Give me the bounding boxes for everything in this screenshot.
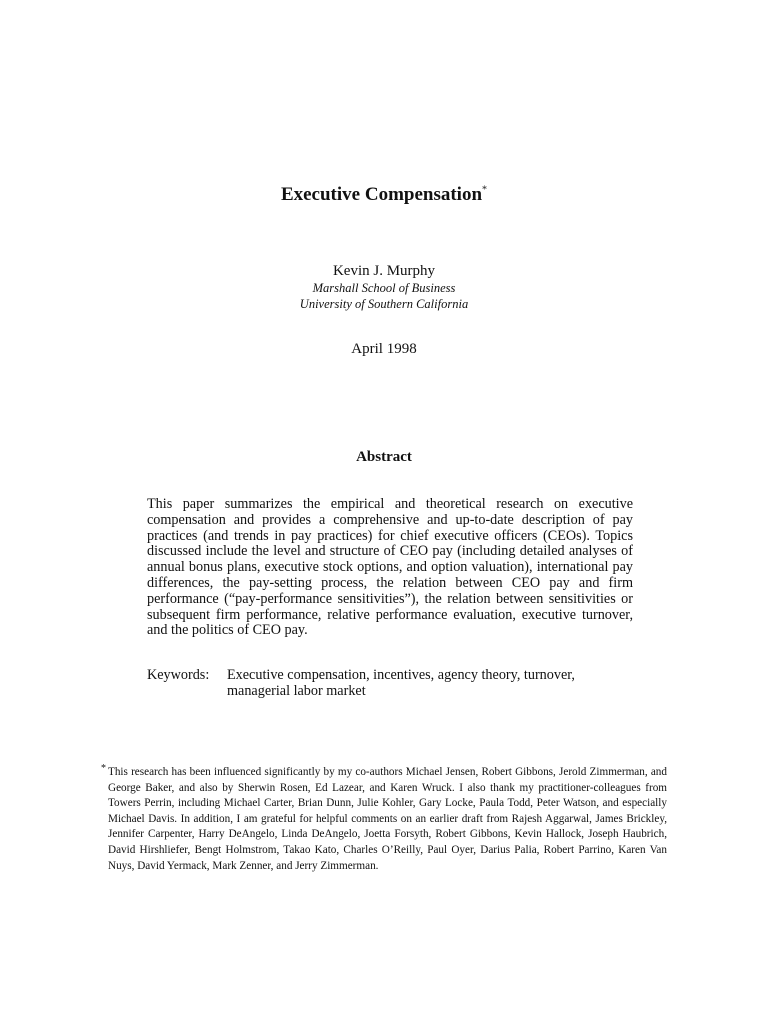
title-footnote-mark: * xyxy=(482,184,488,196)
author-affiliation-school: Marshall School of Business xyxy=(312,281,456,295)
paper-date: April 1998 xyxy=(351,341,417,357)
keywords-label: Keywords: xyxy=(147,667,210,683)
keywords-value: Executive compensation, incentives, agency theory, turnover, managerial labor market xyxy=(227,667,575,699)
author-affiliation-university: University of Southern California xyxy=(299,297,469,311)
paper-title xyxy=(0,184,768,206)
footnote xyxy=(101,765,667,874)
abstract-heading: Abstract xyxy=(356,449,412,465)
footnote-text: This research has been influenced significantly by my co-authors Michael Jensen, Robert Gibbons, Jerold Zimmerman, and George Baker, and also by Sherwin Rosen, Ed Lazear, and Karen Wruck. I also thank my practitioner-colleagues from Towers Perrin, including Michael Carter, Brian Dunn, Julie Kohler, Gary Locke, Paula Todd, Peter Watson, and especially Michael Davis. In addition, I am grateful for helpful comments on an earlier draft from Rajesh Aggarwal, James Brickley, Jennifer Carpenter, Harry DeAngelo, Linda DeAngelo, Joetta Forsyth, Robert Gibbons, Kevin Hallock, Joseph Haubrich, David Hirshliefer, Bengt Holmstrom, Takao Kato, Charles O’Reilly, Paul Oyer, Darius Palia, Robert Parrino, Karen Van Nuys, David Yermack, Mark Zenner, and Jerry Zimmerman. xyxy=(108,766,667,872)
paper-title-text: Executive Compensation xyxy=(280,184,483,205)
author-name: Kevin J. Murphy xyxy=(332,263,436,279)
abstract-body: This paper summarizes the empirical and theoretical research on executive compensation and provides a comprehensive and up-to-date description of pay practices (and trends in pay practices) for chief executive officers (CEOs). Topics discussed include the level and structure of CEO pay (including detailed analyses of annual bonus plans, executive stock options, and option valuation), international pay differences, the pay-setting process, the relation between CEO pay and firm performance (“pay-performance sensitivities”), the relation between sensitivities or subsequent firm performance, relative performance evaluation, executive turnover, and the politics of CEO pay. xyxy=(147,496,633,639)
footnote-mark: * xyxy=(101,763,106,774)
